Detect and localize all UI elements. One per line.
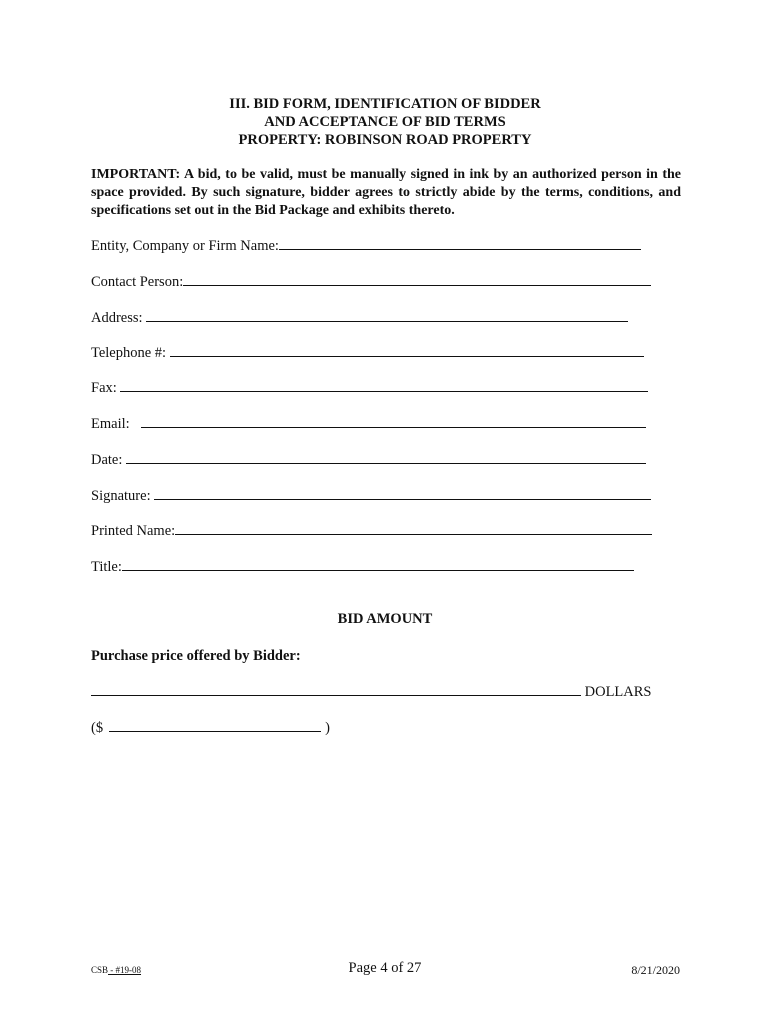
amount-close: ) bbox=[325, 720, 330, 736]
printed-name-label: Printed Name: bbox=[91, 523, 176, 539]
email-field bbox=[91, 415, 646, 433]
amount-row bbox=[91, 719, 330, 737]
title-line-2: AND ACCEPTANCE OF BID TERMS bbox=[264, 114, 506, 130]
date-field bbox=[91, 451, 646, 469]
dollars-blank[interactable] bbox=[91, 683, 581, 696]
purchase-price-label: Purchase price offered by Bidder: bbox=[91, 648, 301, 664]
dollars-label: DOLLARS bbox=[584, 684, 652, 700]
signature-label: Signature: bbox=[91, 488, 151, 504]
printed-name-field bbox=[91, 522, 652, 540]
title-line-3: PROPERTY: ROBINSON ROAD PROPERTY bbox=[238, 132, 532, 148]
telephone-field bbox=[91, 344, 644, 362]
fax-label: Fax: bbox=[91, 380, 117, 396]
fax-field bbox=[91, 379, 648, 397]
email-label: Email: bbox=[91, 416, 130, 432]
date-blank[interactable] bbox=[126, 451, 646, 464]
title-field bbox=[91, 558, 634, 576]
title-label: Title: bbox=[91, 559, 122, 575]
footer-prefix: CSB bbox=[91, 965, 109, 975]
telephone-label: Telephone #: bbox=[91, 345, 167, 361]
important-notice: IMPORTANT: A bid, to be valid, must be manually signed in ink by an authorized person in the space provided. By such signature, bidder agrees to strictly abide by the terms, conditions, and specifications set out in the Bid Package and exhibits thereto. bbox=[91, 167, 681, 218]
title-line-1: III. BID FORM, IDENTIFICATION OF BIDDER bbox=[229, 96, 541, 112]
amount-open: ($ bbox=[91, 720, 104, 736]
contact-label: Contact Person: bbox=[91, 274, 184, 290]
email-blank[interactable] bbox=[141, 415, 646, 428]
entity-field bbox=[91, 237, 641, 255]
footer-date: 8/21/2020 bbox=[631, 963, 680, 977]
signature-blank[interactable] bbox=[154, 487, 651, 500]
fax-blank[interactable] bbox=[120, 379, 648, 392]
date-label: Date: bbox=[91, 452, 123, 468]
page-number: Page 4 of 27 bbox=[348, 960, 422, 976]
footer-code: - #19-08 bbox=[108, 965, 142, 975]
contact-blank[interactable] bbox=[183, 273, 651, 286]
printed-name-blank[interactable] bbox=[175, 522, 652, 535]
form-title bbox=[0, 95, 770, 149]
dollars-row bbox=[91, 683, 652, 701]
amount-blank[interactable] bbox=[109, 719, 321, 732]
address-field bbox=[91, 309, 628, 327]
bid-amount-heading: BID AMOUNT bbox=[337, 611, 433, 627]
telephone-blank[interactable] bbox=[170, 344, 644, 357]
entity-blank[interactable] bbox=[279, 237, 641, 250]
address-label: Address: bbox=[91, 310, 143, 326]
entity-label: Entity, Company or Firm Name: bbox=[91, 238, 279, 254]
signature-field bbox=[91, 487, 651, 505]
contact-field bbox=[91, 273, 651, 291]
title-blank[interactable] bbox=[122, 558, 634, 571]
address-blank[interactable] bbox=[146, 309, 628, 322]
